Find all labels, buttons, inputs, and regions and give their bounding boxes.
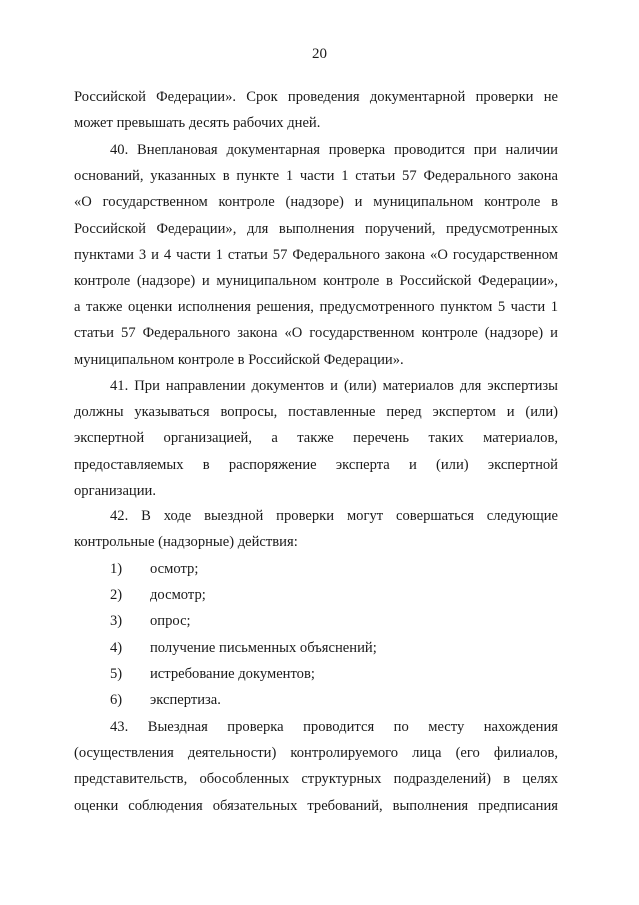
list-text: истребование документов;	[150, 665, 315, 682]
text-line: контрольные (надзорные) действия:	[74, 534, 298, 551]
text-line: должны указываться вопросы, поставленные перед экспертом и (или)	[74, 404, 558, 421]
list-number: 3)	[110, 613, 123, 630]
list-number: 1)	[110, 561, 123, 577]
text-line: предоставляемых в распоряжение эксперта и (или) экспертной	[74, 456, 558, 473]
text-line: пунктами 3 и 4 части 1 статьи 57 Федерального закона «О государственном	[74, 246, 558, 263]
clause-41	[74, 373, 558, 504]
list-number: 4)	[110, 639, 123, 656]
action-list	[110, 556, 377, 713]
text-line: экспертной организацией, а также перечень таких материалов,	[74, 430, 558, 447]
clause-42	[74, 503, 558, 555]
clause-43	[74, 714, 558, 819]
text-line: 42. В ходе выездной проверки могут совершаться следующие	[110, 508, 558, 524]
text-line: 43. Выездная проверка проводится по месту нахождения	[110, 719, 558, 735]
text-line: 41. При направлении документов и (или) материалов для экспертизы	[110, 378, 558, 394]
list-number: 6)	[110, 691, 123, 708]
list-item	[110, 635, 377, 661]
text-line: «О государственном контроле (надзоре) и муниципальном контроле в	[74, 194, 558, 211]
list-number: 5)	[110, 665, 123, 682]
text-line: представительств, обособленных структурных подразделений) в целях	[74, 771, 558, 788]
text-line: 40. Внеплановая документарная проверка проводится при наличии	[110, 142, 558, 158]
list-number: 2)	[110, 587, 123, 604]
page-number: 20	[312, 46, 327, 62]
text-line: муниципальном контроле в Российской Федерации».	[74, 351, 404, 368]
text-line: (осуществления деятельности) контролируемого лица (его филиалов,	[74, 745, 558, 762]
text-line: Российской Федерации», для выполнения поручений, предусмотренных	[74, 220, 558, 237]
list-item	[110, 556, 377, 582]
text-line: статьи 57 Федерального закона «О государственном контроле (надзоре) и	[74, 325, 558, 342]
list-item	[110, 661, 377, 687]
list-text: досмотр;	[150, 587, 206, 604]
list-text: экспертиза.	[150, 691, 221, 708]
text-line: оснований, указанных в пункте 1 части 1 статьи 57 Федерального закона	[74, 168, 558, 185]
list-item	[110, 608, 377, 634]
text-line: оценки соблюдения обязательных требований, выполнения предписания	[74, 797, 558, 814]
list-text: осмотр;	[150, 561, 199, 577]
text-line: может превышать десять рабочих дней.	[74, 115, 321, 132]
text-line: контроле (надзоре) и муниципальном контроле в Российской Федерации»,	[74, 272, 558, 289]
list-item	[110, 582, 377, 608]
clause-40	[74, 137, 558, 373]
text-line: а также оценки исполнения решения, предусмотренного пунктом 5 части 1	[74, 299, 558, 316]
text-line: организации.	[74, 482, 156, 499]
list-item	[110, 687, 377, 713]
text-line: Российской Федерации». Срок проведения документарной проверки не	[74, 89, 558, 105]
paragraph-continuation	[74, 84, 558, 136]
list-text: получение письменных объяснений;	[150, 639, 377, 656]
list-text: опрос;	[150, 613, 191, 630]
